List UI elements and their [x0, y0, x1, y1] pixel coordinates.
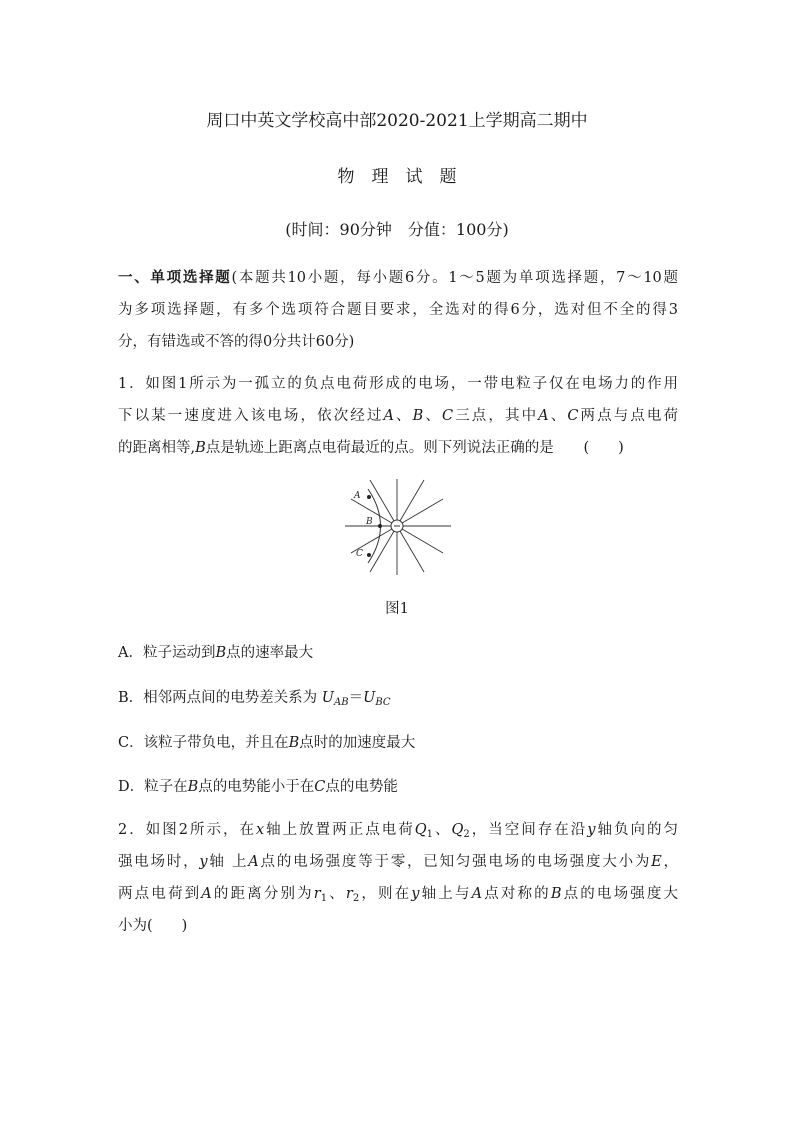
option-text: 点的电势能小于在	[198, 779, 315, 795]
answer-paren: ( )	[583, 440, 624, 456]
q2-line-2	[118, 846, 678, 878]
option-text: D．粒子在	[118, 779, 188, 795]
figure-1-caption: 图1	[385, 601, 409, 617]
q1-text: 三点，其中	[453, 408, 539, 424]
option-text: C．该粒子带负电，并且在	[118, 735, 289, 751]
option-text: 点时的加速度最大	[299, 735, 416, 751]
section-instructions	[118, 262, 678, 358]
option-text: B．相邻两点间的电势差关系为	[118, 690, 318, 706]
point-a	[367, 495, 371, 499]
q2-subscript: 1	[320, 893, 328, 904]
q1-line-2	[118, 400, 678, 432]
q2-text: 的距离分别为	[211, 886, 314, 902]
q1-line-3	[118, 432, 678, 464]
option-a	[118, 641, 313, 662]
q2-var: y	[411, 886, 420, 902]
q2-subscript: 1	[426, 829, 433, 840]
option-var: C	[314, 779, 326, 795]
q2-text: 两点电荷到	[118, 886, 202, 902]
option-text: A．粒子运动到	[118, 645, 216, 661]
q1-sep: 、	[393, 408, 413, 424]
q2-var: Q	[451, 822, 464, 838]
q1-sep: 、	[423, 408, 442, 424]
q2-var: B	[550, 886, 562, 902]
point-a-var: A	[383, 408, 394, 424]
option-var: B	[215, 645, 227, 661]
q1-text: 下以某一速度进入该电场，依次经过	[118, 408, 384, 424]
exam-subject-title: 物 理 试 题	[337, 167, 457, 187]
figure-1-field-diagram	[343, 475, 455, 579]
q1-sep: 、	[548, 408, 568, 424]
q1-text: 点是轨迹上距离点电荷最近的点。则下列说法正确的是	[205, 440, 554, 456]
q2-var: x	[255, 822, 265, 838]
section-note: (本题共10小题，每小题6分。1～5题为单项选择题，7～10题	[231, 270, 678, 286]
q2-text: ，	[661, 854, 678, 870]
option-subscript: AB	[334, 697, 349, 708]
q2-text: 2．如图2所示，在	[118, 822, 256, 838]
option-subscript: BC	[375, 697, 391, 708]
q2-subscript: 2	[352, 893, 360, 904]
question-2	[118, 814, 678, 942]
exam-time-score: (时间：90分钟 分值：100分)	[285, 220, 509, 239]
q2-text: 点的电场强度大	[561, 886, 678, 902]
q2-line-3	[118, 878, 678, 910]
point-c	[367, 553, 371, 557]
q2-line-1	[118, 814, 678, 846]
q2-subscript: 2	[463, 829, 470, 840]
exam-school-title: 周口中英文学校高中部2020-2021上学期高二期中	[206, 111, 588, 131]
q2-var: Q	[414, 822, 427, 838]
label-b: B	[366, 517, 373, 527]
q2-var: A	[471, 886, 483, 902]
option-var: B	[288, 735, 300, 751]
q2-text: 轴 上	[207, 854, 249, 870]
option-var: B	[187, 779, 199, 795]
q2-text: 、	[327, 886, 346, 902]
q2-text: 、	[432, 822, 452, 838]
section-line-3: 分，有错选或不答的得0分共计60分)	[118, 334, 355, 350]
q1-text: 的距离相等,	[118, 440, 196, 456]
section-line-2: 为多项选择题，有多个选项符合题目要求，全选对的得6分，选对但不全的得3	[118, 302, 678, 318]
q2-text: ，当空间存在沿	[469, 822, 588, 838]
point-c-var: C	[567, 408, 579, 424]
q2-text: 点的电场强度等于零，已知匀强电场的电场强度大小为	[258, 854, 652, 870]
q2-var: A	[248, 854, 259, 870]
q2-text: 点对称的	[482, 886, 551, 902]
section-heading: 一、单项选择题	[118, 269, 232, 286]
point-b-var: B	[195, 440, 206, 456]
q2-text: 强电场时，	[118, 854, 200, 870]
q2-text: 轴上与	[419, 886, 472, 902]
q2-text: ，则在	[359, 886, 412, 902]
q2-text: 轴上放置两正点电荷	[264, 822, 415, 838]
option-var: U	[321, 690, 334, 706]
option-b	[118, 686, 391, 708]
point-c-var: C	[442, 408, 454, 424]
point-b	[378, 524, 382, 528]
option-var: U	[363, 690, 376, 706]
q2-var: y	[587, 822, 596, 838]
point-b-var: B	[412, 408, 424, 424]
option-text: 点的速率最大	[226, 645, 314, 661]
point-a-var: A	[538, 408, 549, 424]
label-c: C	[356, 549, 363, 559]
q2-var: y	[199, 854, 208, 870]
option-text: 点的电势能	[325, 779, 398, 795]
q1-text: 两点与点电荷	[578, 408, 678, 424]
q2-line-4: 小为( )	[118, 918, 188, 934]
q2-var: r	[345, 886, 353, 902]
q2-var: A	[201, 886, 212, 902]
option-text: ＝	[348, 690, 364, 706]
option-c	[118, 731, 415, 752]
q2-text: 轴负向的匀	[595, 822, 678, 838]
option-d	[118, 775, 398, 796]
label-a: A	[354, 491, 361, 501]
q2-var: r	[313, 886, 321, 902]
section-line-1	[118, 262, 678, 294]
q1-line-1: 1．如图1所示为一孤立的负点电荷形成的电场，一带电粒子仅在电场力的作用	[118, 376, 678, 392]
question-1	[118, 368, 678, 464]
q2-var: E	[651, 854, 662, 870]
